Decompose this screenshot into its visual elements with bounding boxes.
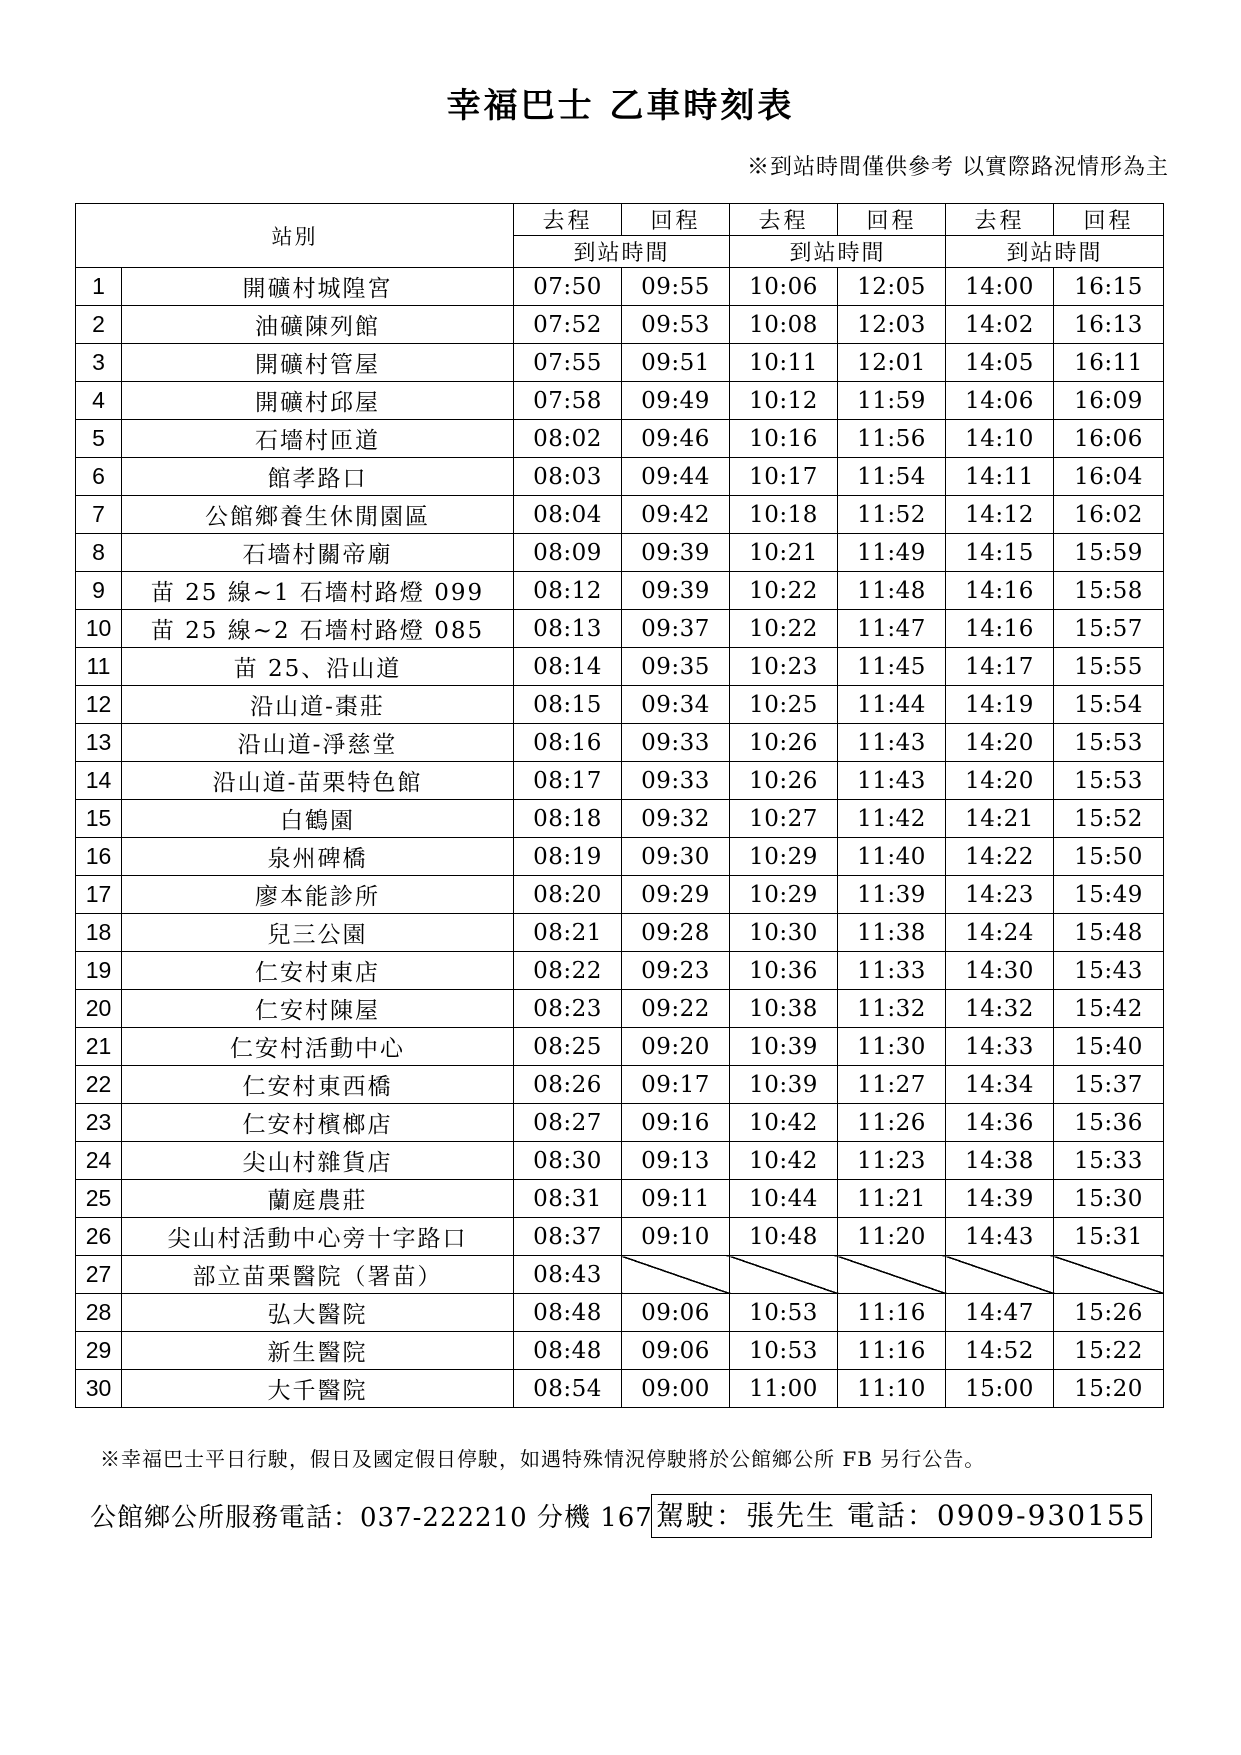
timetable-body <box>76 268 1164 1408</box>
arrival-time: 11:16 <box>838 1294 946 1332</box>
arrival-time: 11:26 <box>838 1104 946 1142</box>
arrival-time: 09:13 <box>622 1142 730 1180</box>
stop-number: 13 <box>76 724 122 762</box>
arrival-time: 08:03 <box>514 458 622 496</box>
arrival-time: 15:40 <box>1054 1028 1164 1066</box>
arrival-time: 14:16 <box>946 610 1054 648</box>
stop-name: 沿山道-苗栗特色館 <box>122 762 514 800</box>
arrival-time: 14:33 <box>946 1028 1054 1066</box>
direction-header-return: 回程 <box>622 204 730 236</box>
stop-name: 苗 25 線~2 石墻村路燈 085 <box>122 610 514 648</box>
direction-header-return: 回程 <box>838 204 946 236</box>
arrival-time: 14:05 <box>946 344 1054 382</box>
reference-note: ※到站時間僅供參考 以實際路況情形為主 <box>747 155 1169 180</box>
arrival-time: 10:36 <box>730 952 838 990</box>
arrival-time-header: 到站時間 <box>730 236 946 268</box>
arrival-time-header: 到站時間 <box>514 236 730 268</box>
stop-name: 石墻村匝道 <box>122 420 514 458</box>
service-phone: 公館鄉公所服務電話：037-222210 分機 167 <box>90 1503 653 1533</box>
arrival-time: 14:11 <box>946 458 1054 496</box>
stop-number: 6 <box>76 458 122 496</box>
arrival-time: 09:00 <box>622 1370 730 1408</box>
stop-name: 仁安村東西橋 <box>122 1066 514 1104</box>
stop-name: 仁安村檳榔店 <box>122 1104 514 1142</box>
arrival-time: 11:43 <box>838 762 946 800</box>
arrival-time: 10:26 <box>730 762 838 800</box>
stop-name: 油礦陳列館 <box>122 306 514 344</box>
table-row <box>76 1028 1164 1066</box>
table-row <box>76 1180 1164 1218</box>
arrival-time: 11:00 <box>730 1370 838 1408</box>
table-row <box>76 268 1164 306</box>
operation-note: ※幸福巴士平日行駛，假日及國定假日停駛，如遇特殊情況停駛將於公館鄉公所 FB 另行公告。 <box>100 1447 986 1471</box>
arrival-time: 10:11 <box>730 344 838 382</box>
arrival-time: 07:55 <box>514 344 622 382</box>
arrival-time: 10:17 <box>730 458 838 496</box>
arrival-time: 09:23 <box>622 952 730 990</box>
arrival-time: 08:18 <box>514 800 622 838</box>
stop-number: 27 <box>76 1256 122 1294</box>
stop-name: 尖山村雜貨店 <box>122 1142 514 1180</box>
arrival-time: 10:39 <box>730 1028 838 1066</box>
arrival-time: 15:36 <box>1054 1104 1164 1142</box>
arrival-time: 10:29 <box>730 876 838 914</box>
table-row <box>76 686 1164 724</box>
arrival-time: 08:20 <box>514 876 622 914</box>
stop-number: 19 <box>76 952 122 990</box>
arrival-time: 09:46 <box>622 420 730 458</box>
arrival-time: 10:08 <box>730 306 838 344</box>
arrival-time: 15:49 <box>1054 876 1164 914</box>
table-row <box>76 838 1164 876</box>
stop-name: 廖本能診所 <box>122 876 514 914</box>
arrival-time: 09:11 <box>622 1180 730 1218</box>
stop-number: 14 <box>76 762 122 800</box>
stop-name: 蘭庭農莊 <box>122 1180 514 1218</box>
arrival-time: 09:20 <box>622 1028 730 1066</box>
arrival-time: 12:03 <box>838 306 946 344</box>
direction-header-outbound: 去程 <box>946 204 1054 236</box>
stop-number: 29 <box>76 1332 122 1370</box>
arrival-time: 11:38 <box>838 914 946 952</box>
arrival-time: 15:33 <box>1054 1142 1164 1180</box>
no-service-cell <box>838 1256 946 1294</box>
arrival-time: 14:20 <box>946 724 1054 762</box>
stop-number: 2 <box>76 306 122 344</box>
arrival-time: 08:09 <box>514 534 622 572</box>
arrival-time: 08:23 <box>514 990 622 1028</box>
arrival-time: 14:20 <box>946 762 1054 800</box>
stop-number: 11 <box>76 648 122 686</box>
arrival-time: 08:16 <box>514 724 622 762</box>
arrival-time: 09:06 <box>622 1332 730 1370</box>
stop-name: 兒三公園 <box>122 914 514 952</box>
arrival-time: 10:42 <box>730 1104 838 1142</box>
stop-name: 館孝路口 <box>122 458 514 496</box>
stop-name: 大千醫院 <box>122 1370 514 1408</box>
arrival-time: 11:48 <box>838 572 946 610</box>
arrival-time: 09:42 <box>622 496 730 534</box>
arrival-time: 08:27 <box>514 1104 622 1142</box>
arrival-time: 08:48 <box>514 1294 622 1332</box>
arrival-time: 08:13 <box>514 610 622 648</box>
arrival-time: 14:00 <box>946 268 1054 306</box>
arrival-time: 10:29 <box>730 838 838 876</box>
arrival-time: 09:53 <box>622 306 730 344</box>
stop-number: 18 <box>76 914 122 952</box>
arrival-time: 10:38 <box>730 990 838 1028</box>
stop-name: 沿山道-棗莊 <box>122 686 514 724</box>
arrival-time: 10:06 <box>730 268 838 306</box>
stop-number: 20 <box>76 990 122 1028</box>
arrival-time: 15:43 <box>1054 952 1164 990</box>
arrival-time: 11:52 <box>838 496 946 534</box>
arrival-time: 14:52 <box>946 1332 1054 1370</box>
arrival-time: 08:31 <box>514 1180 622 1218</box>
table-row <box>76 1256 1164 1294</box>
table-row <box>76 458 1164 496</box>
table-row <box>76 876 1164 914</box>
stop-number: 3 <box>76 344 122 382</box>
arrival-time: 10:12 <box>730 382 838 420</box>
arrival-time: 10:53 <box>730 1332 838 1370</box>
arrival-time: 09:51 <box>622 344 730 382</box>
arrival-time: 11:27 <box>838 1066 946 1104</box>
table-row <box>76 1294 1164 1332</box>
arrival-time: 14:36 <box>946 1104 1054 1142</box>
arrival-time: 15:52 <box>1054 800 1164 838</box>
arrival-time: 08:19 <box>514 838 622 876</box>
arrival-time: 11:39 <box>838 876 946 914</box>
table-row <box>76 762 1164 800</box>
stop-number: 21 <box>76 1028 122 1066</box>
stop-number: 15 <box>76 800 122 838</box>
arrival-time: 11:20 <box>838 1218 946 1256</box>
arrival-time: 14:17 <box>946 648 1054 686</box>
arrival-time: 14:21 <box>946 800 1054 838</box>
arrival-time: 15:55 <box>1054 648 1164 686</box>
arrival-time: 10:22 <box>730 610 838 648</box>
arrival-time: 10:44 <box>730 1180 838 1218</box>
stop-number: 7 <box>76 496 122 534</box>
arrival-time: 11:56 <box>838 420 946 458</box>
arrival-time: 10:25 <box>730 686 838 724</box>
arrival-time: 15:58 <box>1054 572 1164 610</box>
stop-number: 8 <box>76 534 122 572</box>
arrival-time: 10:22 <box>730 572 838 610</box>
no-service-cell <box>1054 1256 1164 1294</box>
no-service-cell <box>730 1256 838 1294</box>
stop-name: 泉州碑橋 <box>122 838 514 876</box>
table-row <box>76 990 1164 1028</box>
arrival-time: 11:10 <box>838 1370 946 1408</box>
stop-number: 1 <box>76 268 122 306</box>
arrival-time: 14:23 <box>946 876 1054 914</box>
table-row <box>76 420 1164 458</box>
stop-name: 部立苗栗醫院（署苗） <box>122 1256 514 1294</box>
stop-name: 開礦村城隍宮 <box>122 268 514 306</box>
table-row <box>76 724 1164 762</box>
table-row <box>76 1104 1164 1142</box>
arrival-time: 11:33 <box>838 952 946 990</box>
arrival-time: 15:53 <box>1054 724 1164 762</box>
arrival-time: 16:06 <box>1054 420 1164 458</box>
arrival-time: 09:35 <box>622 648 730 686</box>
stop-number: 16 <box>76 838 122 876</box>
arrival-time: 09:29 <box>622 876 730 914</box>
arrival-time: 09:17 <box>622 1066 730 1104</box>
arrival-time: 08:26 <box>514 1066 622 1104</box>
arrival-time: 08:21 <box>514 914 622 952</box>
stop-number: 24 <box>76 1142 122 1180</box>
arrival-time: 11:44 <box>838 686 946 724</box>
arrival-time: 11:16 <box>838 1332 946 1370</box>
stop-name: 沿山道-淨慈堂 <box>122 724 514 762</box>
arrival-time: 08:43 <box>514 1256 622 1294</box>
arrival-time: 09:55 <box>622 268 730 306</box>
arrival-time: 09:34 <box>622 686 730 724</box>
arrival-time: 12:01 <box>838 344 946 382</box>
stop-name: 開礦村管屋 <box>122 344 514 382</box>
arrival-time: 09:39 <box>622 572 730 610</box>
arrival-time: 09:28 <box>622 914 730 952</box>
arrival-time: 15:31 <box>1054 1218 1164 1256</box>
arrival-time: 08:54 <box>514 1370 622 1408</box>
stop-name: 苗 25 線~1 石墻村路燈 099 <box>122 572 514 610</box>
arrival-time: 10:53 <box>730 1294 838 1332</box>
arrival-time: 14:34 <box>946 1066 1054 1104</box>
arrival-time: 14:24 <box>946 914 1054 952</box>
arrival-time: 08:14 <box>514 648 622 686</box>
stop-name: 弘大醫院 <box>122 1294 514 1332</box>
arrival-time: 14:43 <box>946 1218 1054 1256</box>
arrival-time: 14:38 <box>946 1142 1054 1180</box>
arrival-time: 14:12 <box>946 496 1054 534</box>
arrival-time: 16:15 <box>1054 268 1164 306</box>
arrival-time: 11:43 <box>838 724 946 762</box>
stop-name: 尖山村活動中心旁十字路口 <box>122 1218 514 1256</box>
arrival-time: 11:30 <box>838 1028 946 1066</box>
stop-number: 5 <box>76 420 122 458</box>
table-row <box>76 1218 1164 1256</box>
arrival-time: 11:49 <box>838 534 946 572</box>
arrival-time: 08:37 <box>514 1218 622 1256</box>
arrival-time: 14:16 <box>946 572 1054 610</box>
table-row <box>76 382 1164 420</box>
arrival-time: 15:59 <box>1054 534 1164 572</box>
arrival-time: 11:23 <box>838 1142 946 1180</box>
arrival-time: 07:58 <box>514 382 622 420</box>
arrival-time: 15:26 <box>1054 1294 1164 1332</box>
arrival-time: 08:17 <box>514 762 622 800</box>
stop-name: 石墻村關帝廟 <box>122 534 514 572</box>
arrival-time: 11:40 <box>838 838 946 876</box>
table-row <box>76 306 1164 344</box>
arrival-time: 09:32 <box>622 800 730 838</box>
arrival-time: 16:13 <box>1054 306 1164 344</box>
stop-name: 仁安村陳屋 <box>122 990 514 1028</box>
arrival-time: 15:00 <box>946 1370 1054 1408</box>
table-row <box>76 1066 1164 1104</box>
arrival-time: 11:59 <box>838 382 946 420</box>
table-row <box>76 914 1164 952</box>
arrival-time: 09:49 <box>622 382 730 420</box>
arrival-time: 15:50 <box>1054 838 1164 876</box>
no-service-cell <box>946 1256 1054 1294</box>
arrival-time: 14:02 <box>946 306 1054 344</box>
arrival-time: 16:11 <box>1054 344 1164 382</box>
arrival-time: 11:42 <box>838 800 946 838</box>
table-row <box>76 496 1164 534</box>
arrival-time: 12:05 <box>838 268 946 306</box>
arrival-time: 16:09 <box>1054 382 1164 420</box>
table-row <box>76 1142 1164 1180</box>
arrival-time: 11:47 <box>838 610 946 648</box>
table-row <box>76 534 1164 572</box>
arrival-time: 10:39 <box>730 1066 838 1104</box>
arrival-time: 14:10 <box>946 420 1054 458</box>
direction-header-return: 回程 <box>1054 204 1164 236</box>
table-row <box>76 648 1164 686</box>
arrival-time: 09:39 <box>622 534 730 572</box>
arrival-time: 10:23 <box>730 648 838 686</box>
driver-contact: 駕駛：張先生 電話：0909-930155 <box>651 1494 1152 1538</box>
arrival-time: 09:44 <box>622 458 730 496</box>
arrival-time: 11:54 <box>838 458 946 496</box>
stop-number: 12 <box>76 686 122 724</box>
arrival-time: 09:37 <box>622 610 730 648</box>
arrival-time: 14:15 <box>946 534 1054 572</box>
arrival-time: 08:15 <box>514 686 622 724</box>
arrival-time: 10:30 <box>730 914 838 952</box>
arrival-time: 09:33 <box>622 762 730 800</box>
arrival-time: 08:22 <box>514 952 622 990</box>
arrival-time: 14:39 <box>946 1180 1054 1218</box>
arrival-time: 10:21 <box>730 534 838 572</box>
stop-number: 22 <box>76 1066 122 1104</box>
arrival-time: 10:48 <box>730 1218 838 1256</box>
stop-name: 新生醫院 <box>122 1332 514 1370</box>
table-row <box>76 1332 1164 1370</box>
arrival-time: 10:26 <box>730 724 838 762</box>
arrival-time: 15:37 <box>1054 1066 1164 1104</box>
arrival-time: 10:18 <box>730 496 838 534</box>
stop-name: 開礦村邱屋 <box>122 382 514 420</box>
arrival-time: 15:30 <box>1054 1180 1164 1218</box>
arrival-time: 16:04 <box>1054 458 1164 496</box>
stop-number: 25 <box>76 1180 122 1218</box>
arrival-time: 08:30 <box>514 1142 622 1180</box>
stop-number: 10 <box>76 610 122 648</box>
arrival-time: 07:52 <box>514 306 622 344</box>
arrival-time: 14:22 <box>946 838 1054 876</box>
stop-name: 仁安村活動中心 <box>122 1028 514 1066</box>
arrival-time: 08:04 <box>514 496 622 534</box>
arrival-time: 16:02 <box>1054 496 1164 534</box>
arrival-time: 15:57 <box>1054 610 1164 648</box>
arrival-time: 08:48 <box>514 1332 622 1370</box>
stop-name: 白鶴園 <box>122 800 514 838</box>
arrival-time: 15:42 <box>1054 990 1164 1028</box>
arrival-time: 10:16 <box>730 420 838 458</box>
stop-number: 26 <box>76 1218 122 1256</box>
timetable <box>75 203 1164 1408</box>
station-header: 站別 <box>76 204 514 268</box>
arrival-time: 10:27 <box>730 800 838 838</box>
arrival-time: 09:16 <box>622 1104 730 1142</box>
arrival-time: 08:02 <box>514 420 622 458</box>
arrival-time: 14:32 <box>946 990 1054 1028</box>
arrival-time: 14:47 <box>946 1294 1054 1332</box>
arrival-time: 15:54 <box>1054 686 1164 724</box>
arrival-time: 15:20 <box>1054 1370 1164 1408</box>
arrival-time: 09:30 <box>622 838 730 876</box>
arrival-time: 15:22 <box>1054 1332 1164 1370</box>
arrival-time-header: 到站時間 <box>946 236 1164 268</box>
stop-number: 28 <box>76 1294 122 1332</box>
arrival-time: 11:21 <box>838 1180 946 1218</box>
arrival-time: 15:48 <box>1054 914 1164 952</box>
stop-number: 4 <box>76 382 122 420</box>
stop-number: 30 <box>76 1370 122 1408</box>
arrival-time: 09:10 <box>622 1218 730 1256</box>
arrival-time: 11:32 <box>838 990 946 1028</box>
stop-number: 23 <box>76 1104 122 1142</box>
direction-header-outbound: 去程 <box>730 204 838 236</box>
table-row <box>76 952 1164 990</box>
arrival-time: 09:06 <box>622 1294 730 1332</box>
arrival-time: 07:50 <box>514 268 622 306</box>
arrival-time: 14:19 <box>946 686 1054 724</box>
table-row <box>76 1370 1164 1408</box>
arrival-time: 10:42 <box>730 1142 838 1180</box>
table-row <box>76 344 1164 382</box>
arrival-time: 09:33 <box>622 724 730 762</box>
table-row <box>76 572 1164 610</box>
stop-name: 仁安村東店 <box>122 952 514 990</box>
stop-number: 9 <box>76 572 122 610</box>
arrival-time: 08:25 <box>514 1028 622 1066</box>
page-title: 幸福巴士 乙車時刻表 <box>446 86 795 126</box>
table-row <box>76 610 1164 648</box>
direction-header-outbound: 去程 <box>514 204 622 236</box>
stop-name: 公館鄉養生休閒園區 <box>122 496 514 534</box>
stop-name: 苗 25、沿山道 <box>122 648 514 686</box>
table-row <box>76 800 1164 838</box>
stop-number: 17 <box>76 876 122 914</box>
no-service-cell <box>622 1256 730 1294</box>
arrival-time: 14:06 <box>946 382 1054 420</box>
arrival-time: 15:53 <box>1054 762 1164 800</box>
arrival-time: 09:22 <box>622 990 730 1028</box>
arrival-time: 14:30 <box>946 952 1054 990</box>
arrival-time: 11:45 <box>838 648 946 686</box>
arrival-time: 08:12 <box>514 572 622 610</box>
